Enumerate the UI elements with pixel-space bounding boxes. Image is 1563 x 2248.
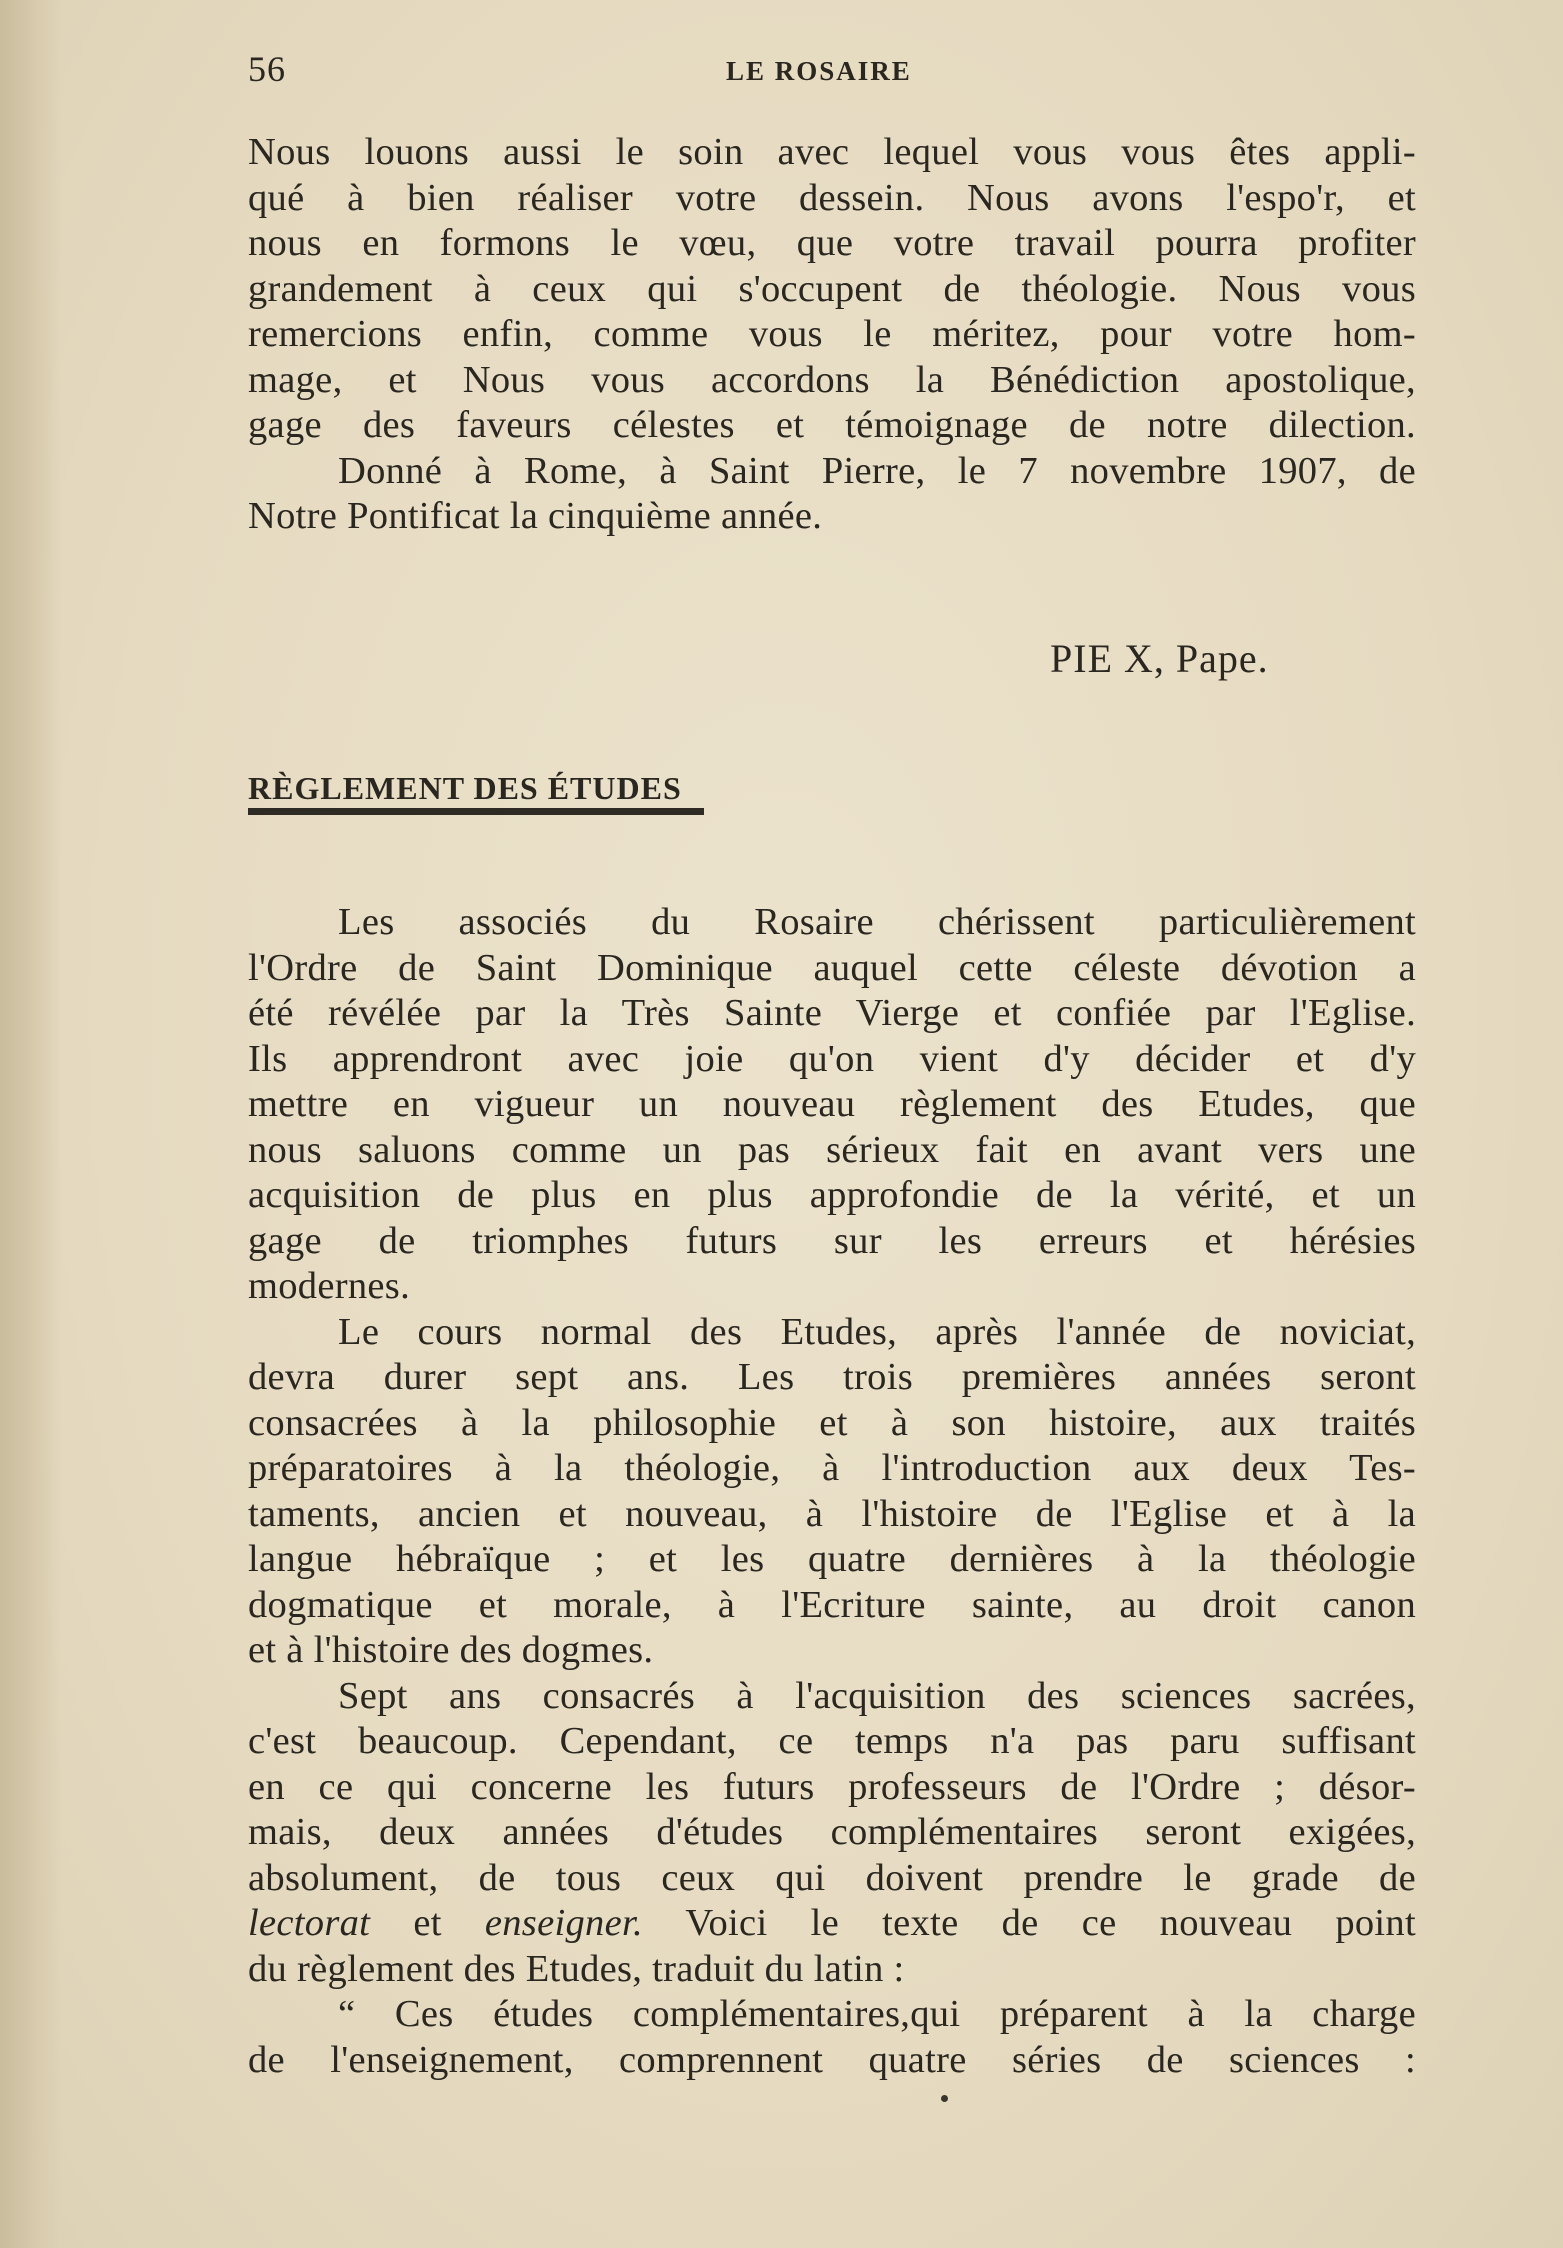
text-line: Donné à Rome, à Saint Pierre, le 7 novembre 1907, de: [338, 449, 1416, 492]
text-line: de l'enseignement, comprennent quatre séries de sciences :: [248, 2038, 1416, 2081]
text-line: Nous louons aussi le soin avec lequel vous vous êtes appli-: [248, 131, 1416, 173]
text-line: acquisition de plus en plus approfondie de la vérité, et un: [248, 1174, 1416, 1216]
text-line: nous en formons le vœu, que votre travail pourra profiter: [248, 222, 1416, 264]
running-title: LE ROSAIRE: [726, 56, 912, 86]
text-line: absolument, de tous ceux qui doivent prendre le grade de: [248, 1856, 1416, 1899]
italic-word-lectorat: lectorat: [248, 1902, 371, 1944]
text-line: Sept ans consacrés à l'acquisition des sciences sacrées,: [338, 1674, 1416, 1717]
text-line: modernes.: [248, 1265, 411, 1307]
text-line: Les associés du Rosaire chérissent particulièrement: [338, 901, 1416, 943]
ink-dot: [941, 2095, 948, 2102]
page-gutter: [0, 0, 62, 2248]
text-line-italic: [248, 1901, 1416, 1947]
text-line: langue hébraïque ; et les quatre dernières à la théologie: [248, 1538, 1416, 1580]
text-line: remercions enfin, comme vous le méritez, pour votre hom-: [248, 313, 1416, 355]
text-line: mettre en vigueur un nouveau règlement des Etudes, que: [248, 1083, 1416, 1125]
text-line: et à l'histoire des dogmes.: [248, 1629, 654, 1671]
text-line: Ils apprendront avec joie qu'on vient d'y décider et d'y: [248, 1037, 1416, 1080]
text-line: consacrées à la philosophie et à son histoire, aux traités: [248, 1401, 1416, 1444]
text-line: c'est beaucoup. Cependant, ce temps n'a pas paru suffisant: [248, 1720, 1416, 1762]
page-header: [248, 48, 1418, 98]
page-number: 56: [248, 49, 286, 89]
text-fragment: et: [370, 1902, 485, 1944]
text-line: été révélée par la Très Sainte Vierge et confiée par l'Eglise.: [248, 992, 1416, 1034]
text-line: du règlement des Etudes, traduit du latin :: [248, 1947, 905, 1990]
text-line: qué à bien réaliser votre dessein. Nous avons l'espo'r, et: [248, 176, 1416, 219]
heading-underline: [248, 808, 704, 815]
text-line: l'Ordre de Saint Dominique auquel cette céleste dévotion a: [248, 946, 1416, 989]
text-line: dogmatique et morale, à l'Ecriture sainte, au droit canon: [248, 1583, 1416, 1626]
text-line: gage de triomphes futurs sur les erreurs et hérésies: [248, 1219, 1416, 1262]
text-line: préparatoires à la théologie, à l'introduction aux deux Tes-: [248, 1447, 1416, 1489]
section-heading: RÈGLEMENT DES ÉTUDES: [248, 770, 682, 806]
text-line: Notre Pontificat la cinquième année.: [248, 495, 823, 537]
text-line: en ce qui concerne les futurs professeurs de l'Ordre ; désor-: [248, 1765, 1416, 1808]
text-line: taments, ancien et nouveau, à l'histoire de l'Eglise et à la: [248, 1492, 1416, 1535]
italic-word-enseigner: enseigner.: [484, 1902, 643, 1944]
text-line: gage des faveurs célestes et témoignage de notre dilection.: [248, 404, 1416, 446]
text-line: nous saluons comme un pas sérieux fait en avant vers une: [248, 1128, 1416, 1171]
signature: PIE X, Pape.: [1050, 636, 1269, 681]
section-body: [248, 900, 1416, 2083]
text-line: mage, et Nous vous accordons la Bénédiction apostolique,: [248, 358, 1416, 401]
text-line: mais, deux années d'études complémentaires seront exigées,: [248, 1811, 1416, 1853]
text-line: Le cours normal des Etudes, après l'année de noviciat,: [338, 1310, 1416, 1353]
text-fragment: Voici le texte de ce nouveau point: [642, 1902, 1416, 1944]
text-line: devra durer sept ans. Les trois premières années seront: [248, 1356, 1416, 1398]
text-line: grandement à ceux qui s'occupent de théologie. Nous vous: [248, 267, 1416, 310]
letter-conclusion: [248, 130, 1416, 540]
text-line: “ Ces études complémentaires,qui préparent à la charge: [338, 1993, 1416, 2035]
